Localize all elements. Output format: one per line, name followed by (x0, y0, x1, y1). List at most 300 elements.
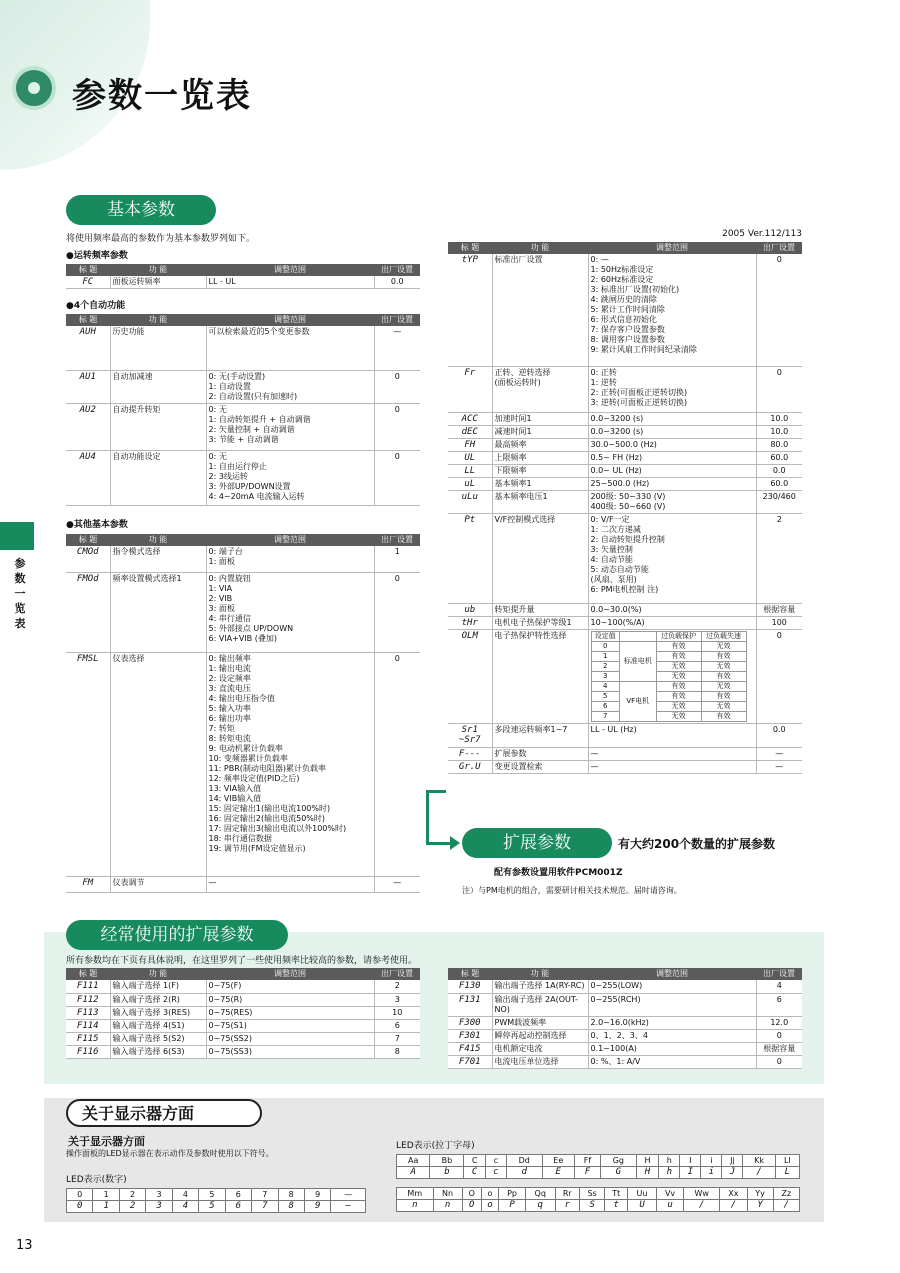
param-code: F300 (448, 1016, 492, 1029)
led-segment: q (525, 1200, 555, 1212)
led-segment: 0 (67, 1201, 93, 1213)
led-segment: L (775, 1167, 799, 1179)
table-row (448, 438, 802, 451)
param-code: F113 (66, 1006, 110, 1019)
led-segment: Y (747, 1200, 773, 1212)
param-code: Gr.U (448, 760, 492, 773)
led-char: Dd (506, 1155, 542, 1167)
param-default: 10 (374, 1006, 420, 1019)
led-segment: u (656, 1200, 683, 1212)
param-range: 200级: 50~330 (V) 400级: 50~660 (V) (588, 490, 756, 513)
overload-protection: 有效 (656, 641, 701, 651)
table-row (448, 464, 802, 477)
overload-stall: 有效 (701, 691, 746, 701)
param-range: — (206, 876, 374, 892)
param-function: 基本频率电压1 (492, 490, 588, 513)
param-range: 10~100(%/A) (588, 616, 756, 629)
param-code: LL (448, 464, 492, 477)
param-code: F130 (448, 980, 492, 993)
table-row (448, 1016, 802, 1029)
param-range: LL - UL (206, 276, 374, 289)
led-char: 3 (146, 1189, 172, 1201)
led-segment: 6 (225, 1201, 251, 1213)
led-segment: S (580, 1200, 605, 1212)
arrow-line (426, 842, 452, 845)
common-banner: 经常使用的扩展参数 (66, 920, 288, 950)
param-range-subtable (588, 629, 756, 723)
table-row (66, 1045, 420, 1058)
led-segment: 4 (172, 1201, 198, 1213)
setting-value: 3 (591, 671, 619, 681)
param-function: 指令模式选择 (110, 546, 206, 572)
led-char: Pp (499, 1188, 526, 1200)
led-char: Ss (580, 1188, 605, 1200)
param-default: 6 (374, 1019, 420, 1032)
param-range: 0~255(RCH) (588, 993, 756, 1016)
param-code: F116 (66, 1045, 110, 1058)
overload-stall: 有效 (701, 651, 746, 661)
motor-type: 标准电机 (619, 641, 656, 681)
section-auto: ●4个自动功能 (66, 301, 126, 311)
led-char: Aa (397, 1155, 430, 1167)
subtable-header: 过负载失速 (701, 631, 746, 641)
table-row (448, 629, 802, 723)
overload-stall: 无效 (701, 701, 746, 711)
led-char: Jj (722, 1155, 743, 1167)
param-range: 0~75(S1) (206, 1019, 374, 1032)
led-segment: O (462, 1200, 481, 1212)
column-header: 出厂设置 (374, 968, 420, 980)
led-segment: 8 (278, 1201, 304, 1213)
led-char: O (462, 1188, 481, 1200)
led-segment: i (701, 1167, 722, 1179)
param-default: 0 (756, 1055, 802, 1068)
param-range: 0: 无 1: 自动转矩提升 + 自动调谐 2: 矢量控制 + 自动调谐 3: 节能 + 自动调谐 (206, 403, 374, 450)
led-segment: b (430, 1167, 464, 1179)
param-code: F115 (66, 1032, 110, 1045)
param-code: tYP (448, 254, 492, 366)
param-range: 0~75(SS3) (206, 1045, 374, 1058)
page-number: 13 (16, 1238, 33, 1253)
column-header: 出厂设置 (374, 314, 420, 326)
led-segment: h (659, 1167, 680, 1179)
led-segment: c (485, 1167, 506, 1179)
param-default: 0 (374, 450, 420, 505)
param-code: F111 (66, 980, 110, 993)
led-segment: H (636, 1167, 659, 1179)
column-header: 功 能 (110, 968, 206, 980)
param-range: 0~75(SS2) (206, 1032, 374, 1045)
display-subtitle: 关于显示器方面 (68, 1135, 145, 1148)
display-banner: 关于显示器方面 (66, 1099, 262, 1127)
param-default: 根据容量 (756, 603, 802, 616)
param-code: F301 (448, 1029, 492, 1042)
ext-software: 配有参数设置用软件PCM001Z (494, 868, 623, 878)
led-char: Rr (555, 1188, 580, 1200)
param-range: 0~75(R) (206, 993, 374, 1006)
table-row (448, 490, 802, 513)
param-range: 0: — 1: 50Hz标准设定 2: 60Hz标准设定 3: 标准出厂设置(初始化) 4: 跳闸历史的清除 5: 累计工作时间清除 6: 形式信息初始化 7: 保存客户设置参数 8: 调用客户设置参数 9: 累计风扇工作时间纪录清除 (588, 254, 756, 366)
param-function: 输入端子选择 5(S2) (110, 1032, 206, 1045)
led-char: Vv (656, 1188, 683, 1200)
param-range: 0.1~100(A) (588, 1042, 756, 1055)
param-function: 下限频率 (492, 464, 588, 477)
led-segment: P (499, 1200, 526, 1212)
param-function: 电机电子热保护等级1 (492, 616, 588, 629)
led-char: Gg (601, 1155, 637, 1167)
param-range: 0: V/F一定 1: 二次方递减 2: 自动转矩提升控制 3: 矢量控制 4: 自动节能 5: 动态自动节能 (风扇、泵用) 6: PM电机控制 注) (588, 513, 756, 603)
table-common-left (66, 968, 420, 1059)
param-function: 输入端子选择 6(S3) (110, 1045, 206, 1058)
arrow-right-icon (450, 836, 460, 850)
column-header: 标 题 (66, 968, 110, 980)
param-default: 60.0 (756, 451, 802, 464)
setting-value: 5 (591, 691, 619, 701)
param-default: 0 (756, 254, 802, 366)
led-char: Ww (684, 1188, 720, 1200)
column-header: 调整范围 (588, 968, 756, 980)
led-char-row (397, 1155, 800, 1167)
led-segment: / (684, 1200, 720, 1212)
param-code: FH (448, 438, 492, 451)
led-segment: 9 (304, 1201, 330, 1213)
led-char: 1 (93, 1189, 119, 1201)
param-range: 0: 正转 1: 逆转 2: 正转(可面板正逆转切换) 3: 逆转(可面板正逆转切换) (588, 366, 756, 412)
column-header: 出厂设置 (374, 264, 420, 276)
param-code: F114 (66, 1019, 110, 1032)
param-function: 历史功能 (110, 326, 206, 370)
param-function: 仪表选择 (110, 652, 206, 876)
column-header: 调整范围 (206, 968, 374, 980)
setting-value: 4 (591, 681, 619, 691)
led-char: Uu (628, 1188, 657, 1200)
led-char-row (397, 1188, 800, 1200)
param-default: 2 (374, 980, 420, 993)
table-row (448, 723, 802, 747)
param-code: FM (66, 876, 110, 892)
brand-logo-icon (12, 66, 56, 110)
led-char: 0 (67, 1189, 93, 1201)
param-function: 减速时间1 (492, 425, 588, 438)
param-range: 0: 无(手动设置) 1: 自动设置 2: 自动设置(只有加速时) (206, 370, 374, 403)
param-range: LL - UL (Hz) (588, 723, 756, 747)
table-row (66, 1032, 420, 1045)
overload-protection: 无效 (656, 661, 701, 671)
param-default: 6 (756, 993, 802, 1016)
table-row (66, 403, 420, 450)
param-code: AU4 (66, 450, 110, 505)
param-default: — (756, 747, 802, 760)
overload-stall: 有效 (701, 711, 746, 721)
param-function: 扩展参数 (492, 747, 588, 760)
led-segment: r (555, 1200, 580, 1212)
setting-value: 7 (591, 711, 619, 721)
setting-value: 6 (591, 701, 619, 711)
led-segment: 3 (146, 1201, 172, 1213)
param-default: 0 (756, 1029, 802, 1042)
param-default: 8 (374, 1045, 420, 1058)
param-function: 输入端子选择 3(RES) (110, 1006, 206, 1019)
param-function: 加速时间1 (492, 412, 588, 425)
led-alpha-table-2 (396, 1187, 800, 1212)
column-header: 调整范围 (588, 242, 756, 254)
param-range: 0.0~3200 (s) (588, 412, 756, 425)
led-segment: n (397, 1200, 434, 1212)
setting-value: 2 (591, 661, 619, 671)
param-range: — (588, 760, 756, 773)
param-code: Fr (448, 366, 492, 412)
table-header-row (66, 534, 420, 546)
led-segment: — (331, 1201, 366, 1213)
table-run-freq (66, 264, 420, 289)
table-common-right (448, 968, 802, 1069)
led-segment: C (464, 1167, 485, 1179)
param-default: 7 (374, 1032, 420, 1045)
led-char: 5 (199, 1189, 225, 1201)
param-code: CMOd (66, 546, 110, 572)
param-function: 输入端子选择 4(S1) (110, 1019, 206, 1032)
led-segment: d (506, 1167, 542, 1179)
basic-banner: 基本参数 (66, 195, 216, 225)
param-function: 输入端子选择 2(R) (110, 993, 206, 1006)
param-function: 面板运转频率 (110, 276, 206, 289)
overload-stall: 无效 (701, 661, 746, 671)
led-char: Ll (775, 1155, 799, 1167)
param-function: 自动提升转矩 (110, 403, 206, 450)
param-function: 自动功能设定 (110, 450, 206, 505)
ext-text: 有大约200个数量的扩展参数 (618, 837, 776, 851)
motor-type: VF电机 (619, 681, 656, 721)
led-segment: U (628, 1200, 657, 1212)
column-header: 标 题 (66, 264, 110, 276)
table-header-row (66, 314, 420, 326)
table-row (66, 326, 420, 370)
table-row (66, 450, 420, 505)
led-char: Ee (542, 1155, 574, 1167)
param-default: 0.0 (374, 276, 420, 289)
param-default: 0 (374, 572, 420, 652)
led-segment: n (433, 1200, 462, 1212)
param-function: 输出端子选择 1A(RY-RC) (492, 980, 588, 993)
setting-value: 1 (591, 651, 619, 661)
overload-protection: 无效 (656, 671, 701, 681)
led-char: Kk (743, 1155, 775, 1167)
param-range: 0: 无 1: 自由运行停止 2: 3线运转 3: 外部UP/DOWN设置 4: 4~20mA 电流输入运转 (206, 450, 374, 505)
param-function: 变更设置检索 (492, 760, 588, 773)
led-char: h (659, 1155, 680, 1167)
led-char: 4 (172, 1189, 198, 1201)
param-code: AU2 (66, 403, 110, 450)
param-function: 电子热保护特性选择 (492, 629, 588, 723)
param-function: 最高频率 (492, 438, 588, 451)
table-header-row (448, 242, 802, 254)
column-header: 调整范围 (206, 534, 374, 546)
common-intro: 所有参数均在下页有具体说明，在这里罗列了一些使用频率比较高的参数，请参考使用。 (66, 956, 418, 966)
param-code: FC (66, 276, 110, 289)
param-range: 2.0~16.0(kHz) (588, 1016, 756, 1029)
column-header: 标 题 (448, 242, 492, 254)
overload-stall: 无效 (701, 641, 746, 651)
param-function: 仪表调节 (110, 876, 206, 892)
table-row (448, 513, 802, 603)
led-segment: 2 (119, 1201, 145, 1213)
column-header: 出厂设置 (374, 534, 420, 546)
table-header-row (66, 264, 420, 276)
led-char: C (464, 1155, 485, 1167)
table-basic-right (448, 242, 802, 774)
param-function: 基本频率1 (492, 477, 588, 490)
param-default: 0.0 (756, 464, 802, 477)
param-default: 0 (374, 652, 420, 876)
side-label: 参数一览表 (14, 557, 26, 630)
display-desc: 操作面板的LED显示器在表示动作及参数时使用以下符号。 (66, 1149, 274, 1158)
led-segment: 5 (199, 1201, 225, 1213)
led-alpha-table-1 (396, 1154, 800, 1179)
led-char: Bb (430, 1155, 464, 1167)
table-row (448, 412, 802, 425)
overload-protection: 有效 (656, 691, 701, 701)
arrow-line (426, 790, 429, 844)
param-range: 0: 内置旋钮 1: VIA 2: VIB 3: 面板 4: 串行通信 5: 外部接点 UP/DOWN 6: VIA+VIB (叠加) (206, 572, 374, 652)
led-segment: E (542, 1167, 574, 1179)
param-range: 0~75(F) (206, 980, 374, 993)
overload-protection: 无效 (656, 701, 701, 711)
led-char: 6 (225, 1189, 251, 1201)
param-code: UL (448, 451, 492, 464)
column-header: 功 能 (110, 534, 206, 546)
param-default: 4 (756, 980, 802, 993)
param-function: 瞬停再起动控制选择 (492, 1029, 588, 1042)
param-default: 10.0 (756, 412, 802, 425)
param-range: 0、1、2、3、4 (588, 1029, 756, 1042)
overload-stall: 有效 (701, 671, 746, 681)
param-range: 0: 端子台 1: 面板 (206, 546, 374, 572)
column-header: 出厂设置 (756, 242, 802, 254)
param-default: 80.0 (756, 438, 802, 451)
table-row (448, 477, 802, 490)
param-function: 上限频率 (492, 451, 588, 464)
led-char: H (636, 1155, 659, 1167)
column-header: 功 能 (110, 264, 206, 276)
led-segment: J (722, 1167, 743, 1179)
param-range: 0.0~30.0(%) (588, 603, 756, 616)
param-code: F701 (448, 1055, 492, 1068)
section-run-freq: ●运转频率参数 (66, 251, 128, 261)
table-row (448, 760, 802, 773)
param-function: 自动加减速 (110, 370, 206, 403)
param-function: 电机额定电流 (492, 1042, 588, 1055)
led-char: Xx (720, 1188, 747, 1200)
num-title: LED表示(数字) (66, 1175, 127, 1185)
param-default: 2 (756, 513, 802, 603)
param-default: 100 (756, 616, 802, 629)
led-segment: o (481, 1200, 498, 1212)
led-char: 9 (304, 1189, 330, 1201)
led-segment: A (397, 1167, 430, 1179)
param-code: F--- (448, 747, 492, 760)
led-char: Nn (433, 1188, 462, 1200)
basic-intro: 将使用频率最高的参数作为基本参数罗列如下。 (66, 234, 256, 244)
led-seg-row (397, 1200, 800, 1212)
led-char: Yy (747, 1188, 773, 1200)
param-function: 正转、逆转选择 (面板运转时) (492, 366, 588, 412)
led-segment: / (743, 1167, 775, 1179)
column-header: 标 题 (66, 534, 110, 546)
param-range: 0.0~ UL (Hz) (588, 464, 756, 477)
arrow-line (426, 790, 446, 793)
param-code: Pt (448, 513, 492, 603)
table-row (448, 603, 802, 616)
column-header: 调整范围 (206, 264, 374, 276)
table-row (66, 546, 420, 572)
table-row (66, 980, 420, 993)
param-range: 30.0~500.0 (Hz) (588, 438, 756, 451)
led-char: 2 (119, 1189, 145, 1201)
table-row (66, 370, 420, 403)
param-code: AUH (66, 326, 110, 370)
param-default: 0 (374, 370, 420, 403)
table-other (66, 534, 420, 893)
led-char: Zz (773, 1188, 799, 1200)
param-range: 0.0~3200 (s) (588, 425, 756, 438)
param-range: 25~500.0 (Hz) (588, 477, 756, 490)
led-char: Ff (574, 1155, 600, 1167)
ext-banner: 扩展参数 (462, 828, 612, 858)
param-code: OLM (448, 629, 492, 723)
table-header-row (448, 968, 802, 980)
column-header: 功 能 (110, 314, 206, 326)
param-default: — (756, 760, 802, 773)
subtable-header: 设定值 (591, 631, 619, 641)
param-code: F112 (66, 993, 110, 1006)
table-row (448, 1042, 802, 1055)
column-header: 标 题 (448, 968, 492, 980)
table-row (448, 425, 802, 438)
led-seg-row (67, 1201, 366, 1213)
param-default: 0.0 (756, 723, 802, 747)
led-segment: 1 (93, 1201, 119, 1213)
led-char: Mm (397, 1188, 434, 1200)
table-row (66, 876, 420, 892)
led-seg-row (397, 1167, 800, 1179)
table-row (66, 572, 420, 652)
led-char: o (481, 1188, 498, 1200)
param-default: 根据容量 (756, 1042, 802, 1055)
led-char: — (331, 1189, 366, 1201)
led-char: i (701, 1155, 722, 1167)
led-segment: F (574, 1167, 600, 1179)
param-function: 输入端子选择 1(F) (110, 980, 206, 993)
param-default: — (374, 326, 420, 370)
version-label: 2005 Ver.112/113 (722, 229, 802, 239)
param-function: 多段速运转频率1~7 (492, 723, 588, 747)
param-range: 0.5~ FH (Hz) (588, 451, 756, 464)
param-code: ub (448, 603, 492, 616)
param-range: — (588, 747, 756, 760)
setting-value: 0 (591, 641, 619, 651)
table-row (448, 993, 802, 1016)
param-function: PWM载波频率 (492, 1016, 588, 1029)
table-row (66, 652, 420, 876)
param-code: tHr (448, 616, 492, 629)
page-title: 参数一览表 (72, 76, 252, 116)
side-tab (0, 522, 34, 550)
led-segment: t (605, 1200, 628, 1212)
param-code: ACC (448, 412, 492, 425)
table-row (448, 366, 802, 412)
param-range: 0: %、1: A/V (588, 1055, 756, 1068)
param-function: 标准出厂设置 (492, 254, 588, 366)
